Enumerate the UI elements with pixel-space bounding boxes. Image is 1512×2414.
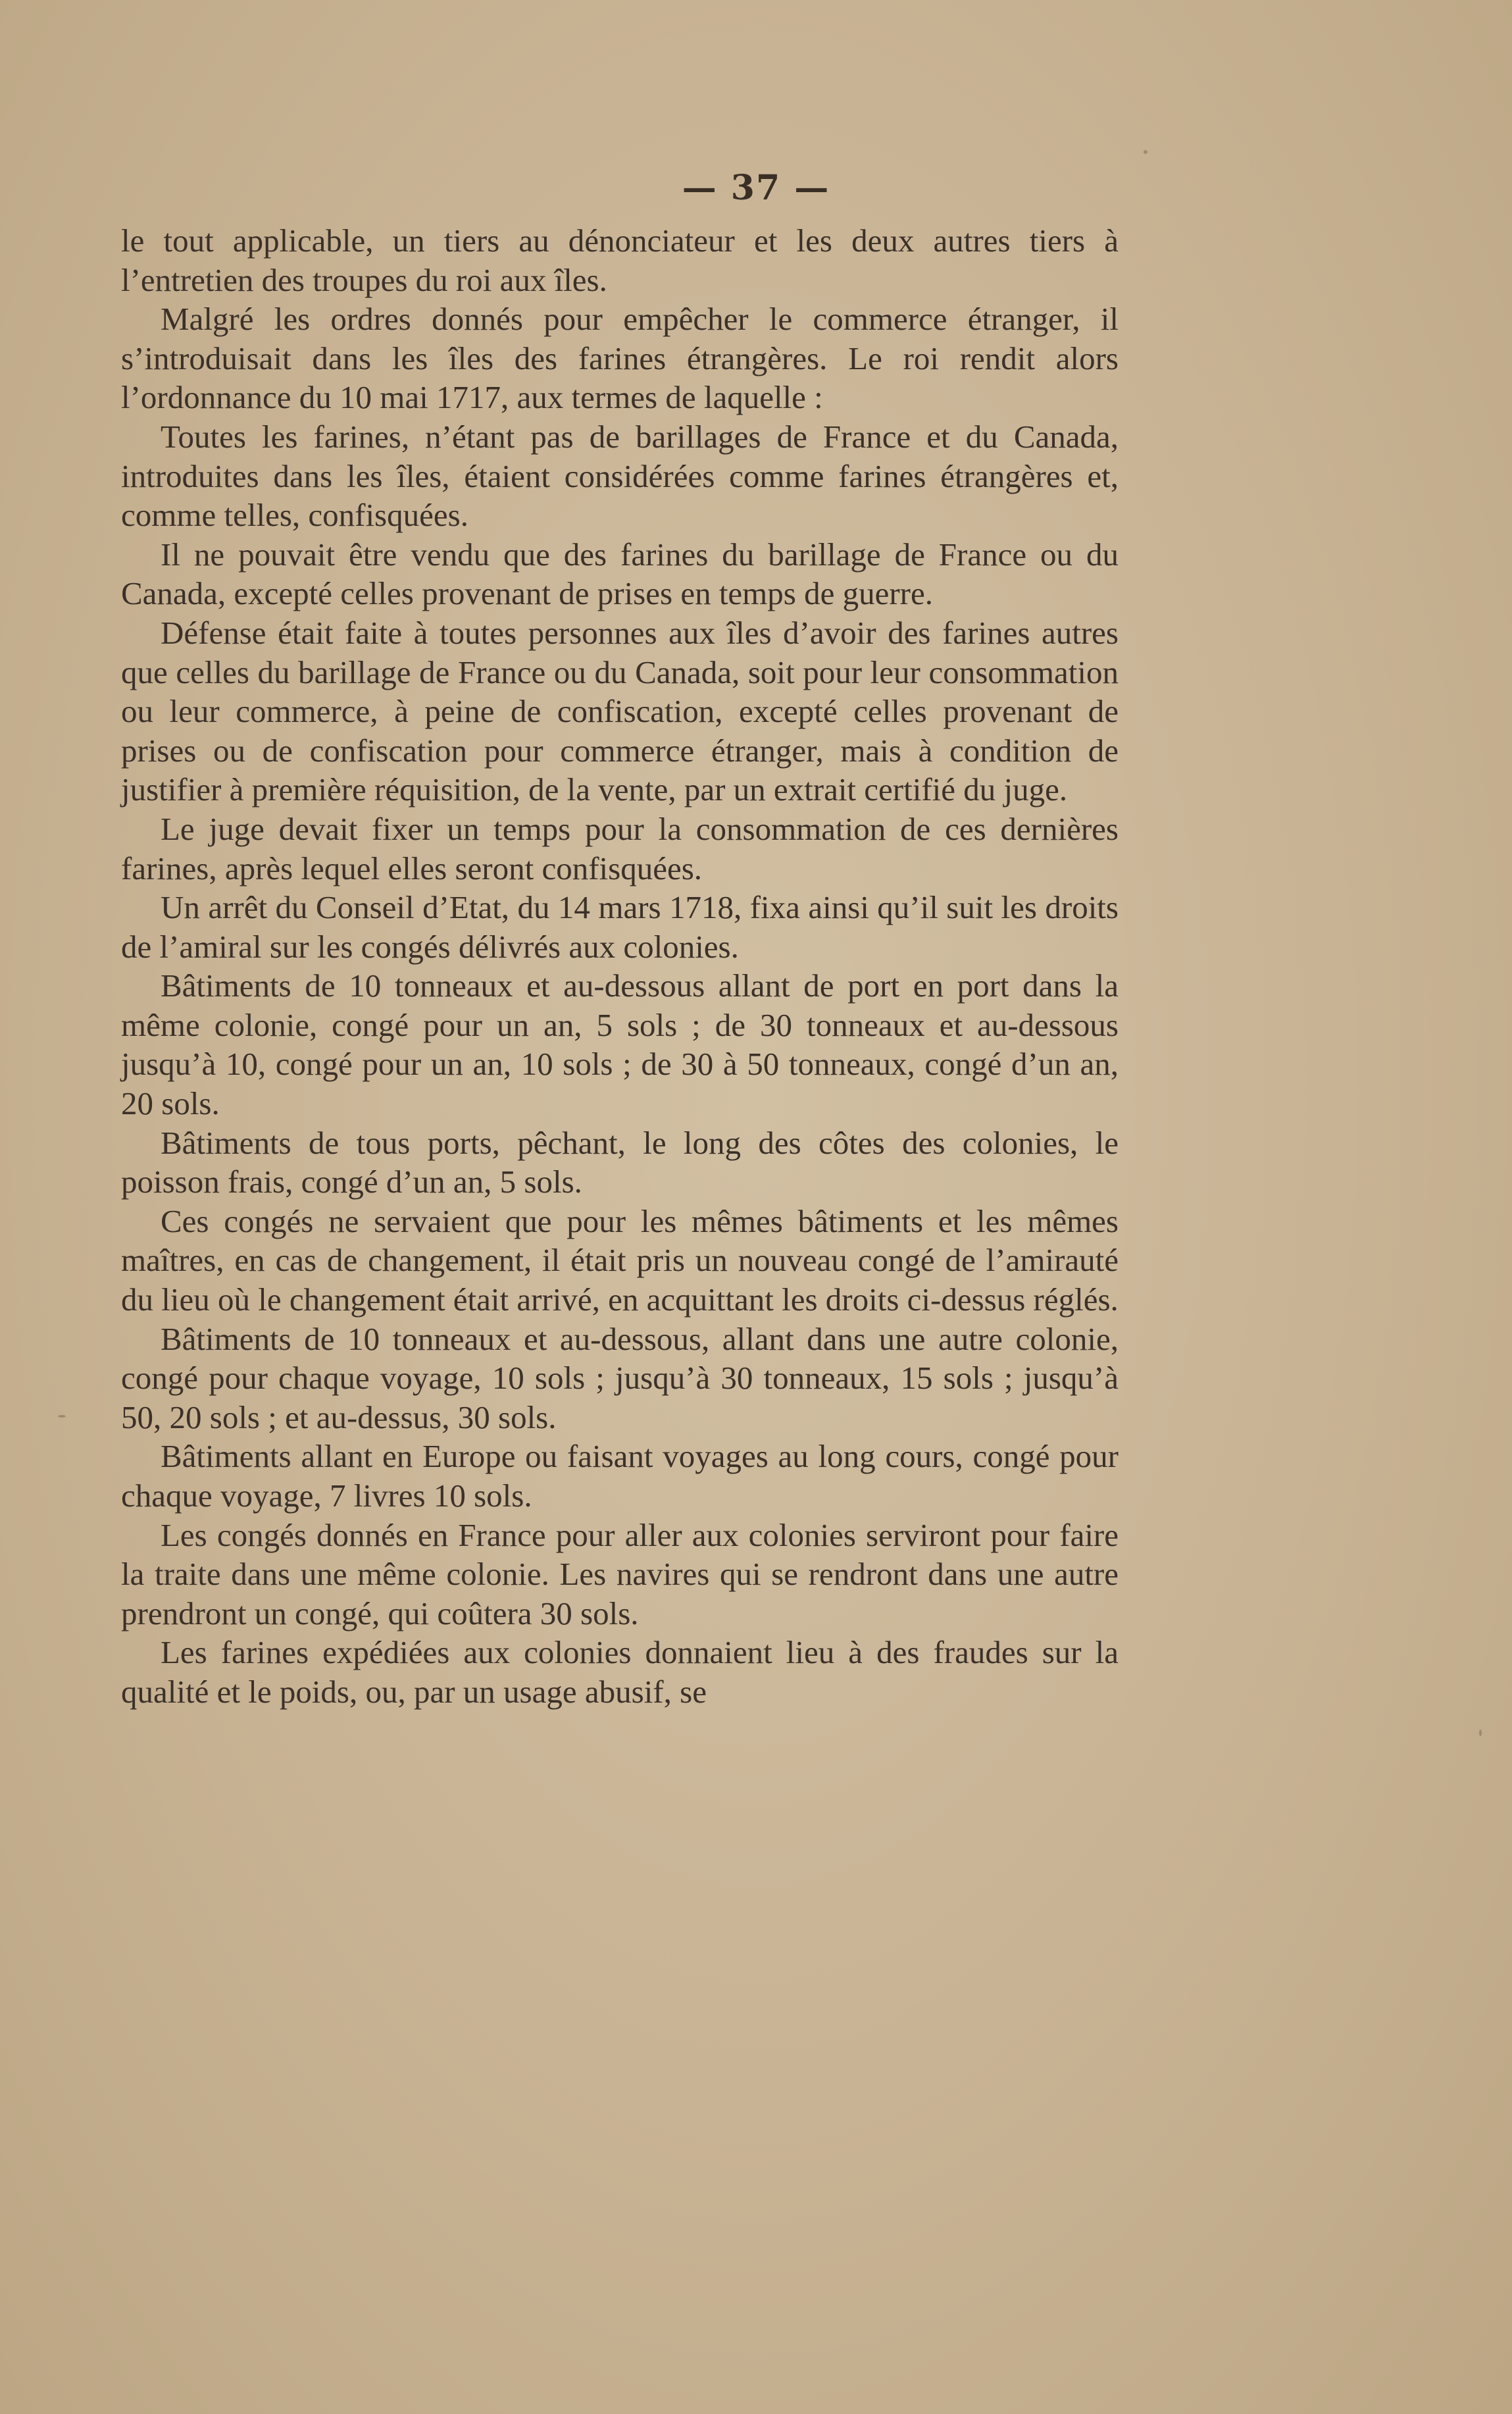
paper-speck [58,1415,66,1418]
paragraph: Les farines expédiées aux colonies donnaient lieu à des fraudes sur la qualité et le poids, ou, par un usage abusif, se [121,1634,1119,1710]
paragraph: Le juge devait fixer un temps pour la consommation de ces dernières farines, après lequel elles seront confisquées. [121,810,1119,886]
paragraph: Il ne pouvait être vendu que des farines du barillage de France ou du Canada, excepté celles provenant de prises en temps de guerre. [121,536,1119,612]
paragraph: le tout applicable, un tiers au dénonciateur et les deux autres tiers à l’entretien des troupes du roi aux îles. [121,222,1119,298]
paper-speck [1144,150,1147,154]
paragraph: Les congés donnés en France pour aller aux colonies serviront pour faire la traite dans une même colonie. Les navires qui se rendront dans une autre prendront un congé, qui coûtera 30 sols. [121,1516,1119,1631]
body-text [121,221,1119,1712]
paragraph: Malgré les ordres donnés pour empêcher le commerce étranger, il s’introduisait dans les îles des farines étrangères. Le roi rendit alors l’ordonnance du 10 mai 1717, aux termes de laquelle : [121,301,1119,416]
paragraph: Bâtiments de 10 tonneaux et au-dessous allant de port en port dans la même colonie, congé pour un an, 5 sols ; de 30 tonneaux et au-dessous jusqu’à 10, congé pour un an, 10 sols ; de 30 à 50 tonneaux, congé d’un an, 20 sols. [121,967,1119,1122]
page-number: — 37 — [682,168,830,208]
paragraph: Défense était faite à toutes personnes aux îles d’avoir des farines autres que celles du barillage de France ou du Canada, soit pour leur consommation ou leur commerce, à peine de confiscation, excepté celles provenant de prises ou de confiscation pour commerce étranger, mais à condition de justifier à première réquisition, de la vente, par un extrait certifié du juge. [121,614,1119,808]
paragraph: Toutes les farines, n’étant pas de barillages de France et du Canada, introduites dans les îles, étaient considérées comme farines étrangères et, comme telles, confisquées. [121,418,1119,534]
paragraph: Un arrêt du Conseil d’Etat, du 14 mars 1718, fixa ainsi qu’il suit les droits de l’amiral sur les congés délivrés aux colonies. [121,889,1119,965]
paragraph: Bâtiments de 10 tonneaux et au-dessous, allant dans une autre colonie, congé pour chaque voyage, 10 sols ; jusqu’à 30 tonneaux, 15 sols ; jusqu’à 50, 20 sols ; et au-dessus, 30 sols. [121,1320,1119,1435]
paragraph: Bâtiments allant en Europe ou faisant voyages au long cours, congé pour chaque voyage, 7 livres 10 sols. [121,1438,1119,1514]
paragraph: Bâtiments de tous ports, pêchant, le long des côtes des colonies, le poisson frais, congé d’un an, 5 sols. [121,1124,1119,1200]
paper-speck [1479,1730,1482,1736]
paragraph: Ces congés ne servaient que pour les mêmes bâtiments et les mêmes maîtres, en cas de changement, il était pris un nouveau congé de l’amirauté du lieu où le changement était arrivé, en acquittant les droits ci-dessus réglés. [121,1202,1119,1318]
